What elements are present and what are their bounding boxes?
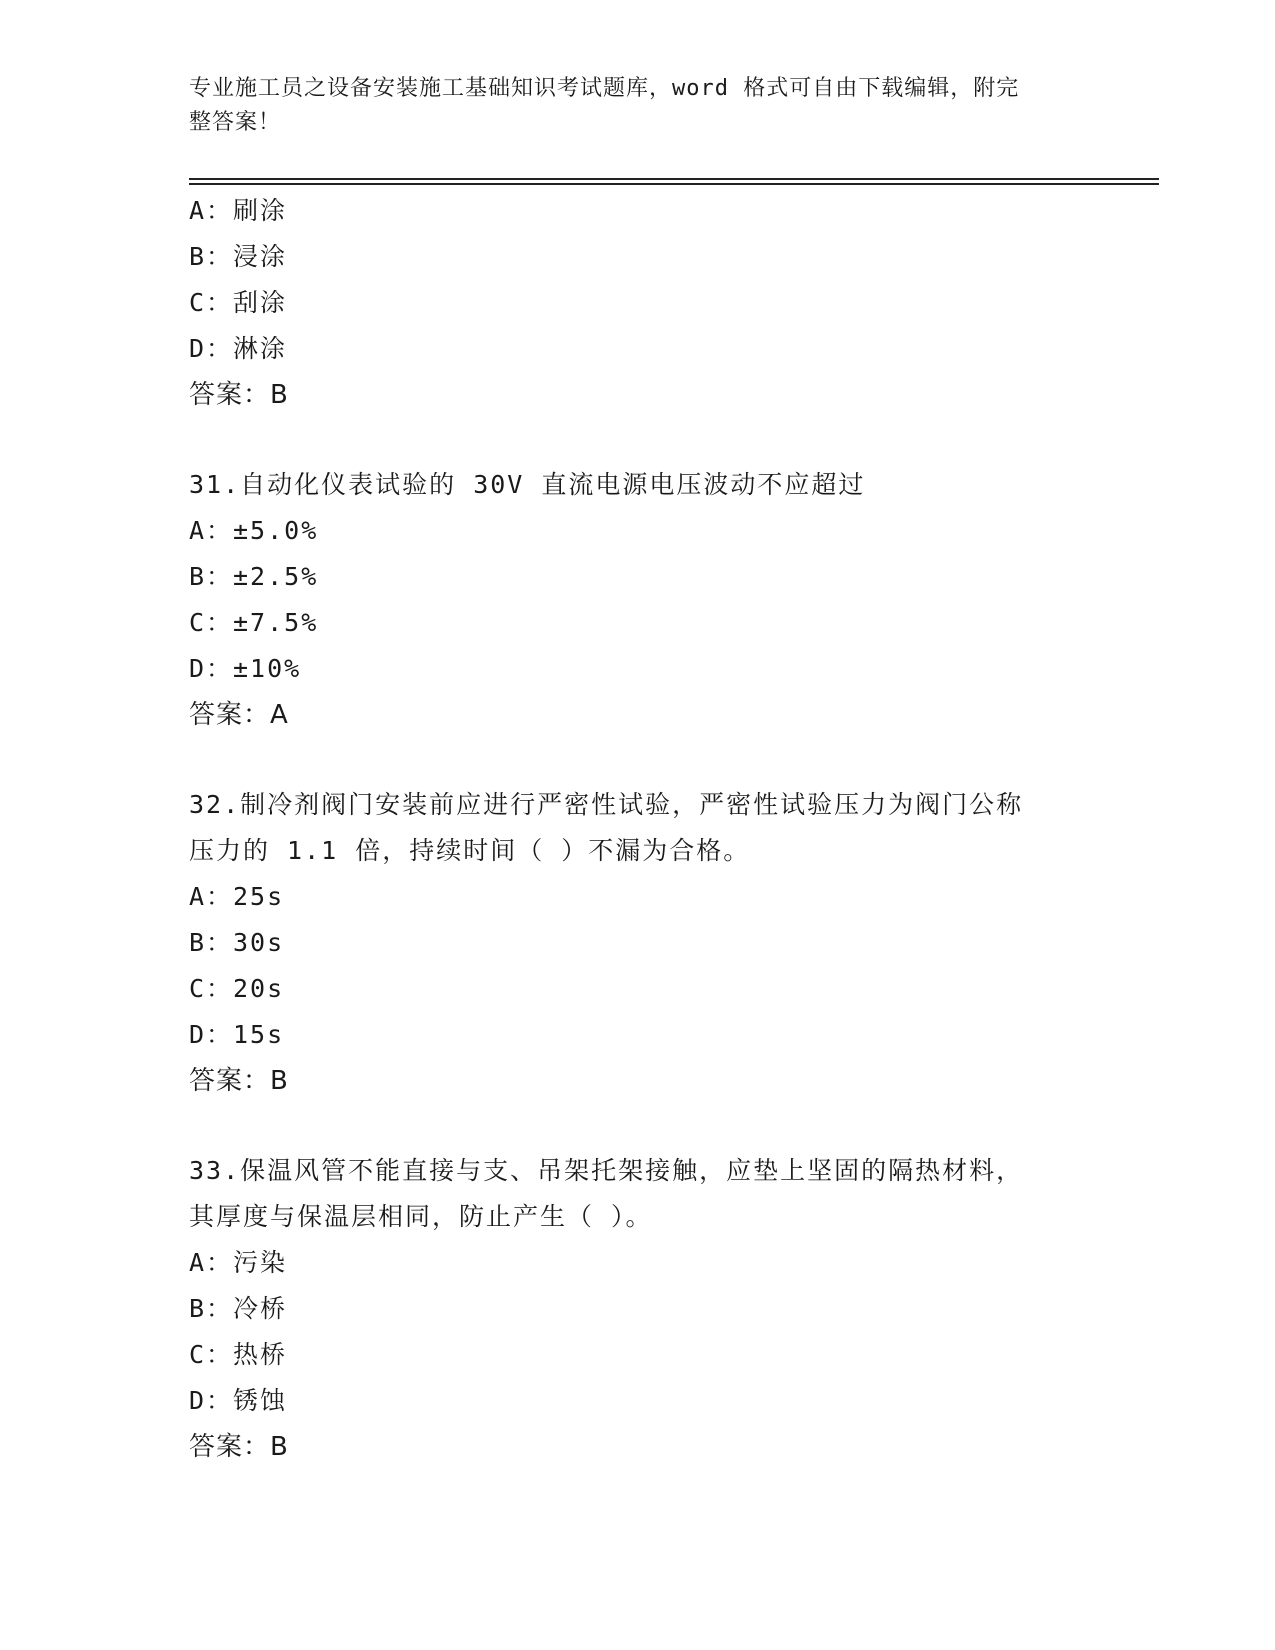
answer-line: 答案：A [189, 700, 289, 730]
question-block-30 [189, 188, 1089, 418]
option-c: C：刮涂 [189, 288, 288, 317]
header-line-2: 整答案！ [189, 110, 282, 135]
option-a: A：污染 [189, 1248, 288, 1277]
answer-line: 答案：B [189, 1432, 289, 1462]
question-text-line-2: 压力的 1.1 倍，持续时间（ ）不漏为合格。 [189, 836, 751, 865]
option-b: B：30s [189, 928, 285, 957]
question-text-line-1: 33.保温风管不能直接与支、吊架托架接触，应垫上坚固的隔热材料， [189, 1156, 1024, 1185]
question-list [189, 188, 1089, 1470]
option-b: B：±2.5% [189, 562, 319, 591]
header-line-1: 专业施工员之设备安装施工基础知识考试题库，word 格式可自由下载编辑，附完 [189, 76, 1020, 101]
option-b: B：浸涂 [189, 242, 288, 271]
option-b: B：冷桥 [189, 1294, 288, 1323]
option-c: C：20s [189, 974, 285, 1003]
document-header [189, 72, 1089, 140]
header-divider-top [189, 178, 1159, 180]
header-divider-bottom [189, 183, 1159, 185]
question-block-32 [189, 782, 1089, 1104]
question-text: 31.自动化仪表试验的 30V 直流电源电压波动不应超过 [189, 470, 866, 499]
answer-line: 答案：B [189, 1066, 289, 1096]
option-a: A：25s [189, 882, 285, 911]
option-d: D：锈蚀 [189, 1386, 288, 1415]
option-c: C：热桥 [189, 1340, 288, 1369]
option-d: D：15s [189, 1020, 285, 1049]
question-block-33 [189, 1148, 1089, 1470]
answer-line: 答案：B [189, 380, 289, 410]
option-d: D：±10% [189, 654, 302, 683]
option-d: D：淋涂 [189, 334, 288, 363]
option-a: A：±5.0% [189, 516, 319, 545]
question-text-line-1: 32.制冷剂阀门安装前应进行严密性试验，严密性试验压力为阀门公称 [189, 790, 1024, 819]
option-c: C：±7.5% [189, 608, 319, 637]
question-block-31 [189, 462, 1089, 738]
question-text-line-2: 其厚度与保温层相同，防止产生（ ）。 [189, 1202, 653, 1231]
option-a: A：刷涂 [189, 196, 288, 225]
